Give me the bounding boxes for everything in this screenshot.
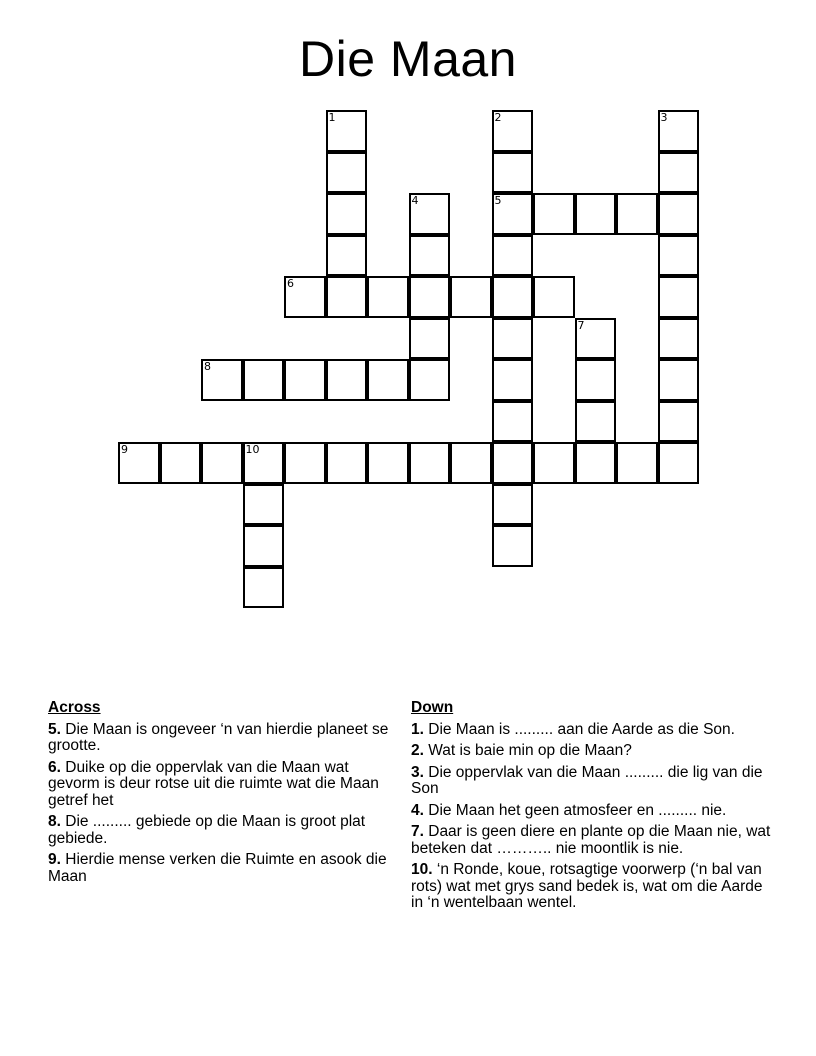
grid-cell[interactable] <box>326 359 368 401</box>
grid-cell[interactable] <box>409 276 451 318</box>
grid-cell[interactable] <box>243 525 285 567</box>
grid-cell[interactable] <box>492 484 534 526</box>
grid-cell[interactable] <box>658 110 700 152</box>
clue-number: 2. <box>411 742 424 759</box>
grid-cell[interactable] <box>658 401 700 443</box>
grid-cell[interactable] <box>201 442 243 484</box>
grid-cell[interactable] <box>575 359 617 401</box>
grid-cell[interactable] <box>575 193 617 235</box>
down-clue-10 <box>411 862 771 912</box>
grid-cell[interactable] <box>658 152 700 194</box>
cell-number: 9 <box>121 443 128 456</box>
across-clue-5 <box>48 722 393 755</box>
grid-cell[interactable] <box>409 359 451 401</box>
grid-cell[interactable] <box>658 276 700 318</box>
down-clues <box>411 700 771 917</box>
grid-cell[interactable] <box>492 525 534 567</box>
down-clue-3 <box>411 765 771 798</box>
cell-number: 1 <box>328 111 336 124</box>
grid-cell[interactable] <box>367 276 409 318</box>
grid-cell[interactable] <box>367 359 409 401</box>
clue-text: Die Maan is ......... aan die Aarde as die Son. <box>423 720 735 738</box>
grid-cell[interactable] <box>243 567 285 609</box>
puzzle-title: Die Maan <box>299 31 517 87</box>
cell-number: 7 <box>577 318 585 332</box>
grid-cell[interactable] <box>284 359 326 401</box>
grid-cell[interactable] <box>492 235 534 277</box>
grid-cell[interactable] <box>367 442 409 484</box>
down-clue-4 <box>411 803 771 820</box>
across-clue-6 <box>48 760 393 810</box>
cell-number: 8 <box>204 360 211 373</box>
cell-number: 6 <box>287 277 294 290</box>
grid-cell[interactable] <box>658 442 700 484</box>
clue-text: Hierdie mense verken die Ruimte en asook die Maan <box>48 851 387 885</box>
down-clue-1 <box>411 722 771 739</box>
clue-text: ‘n Ronde, koue, rotsagtige voorwerp (‘n bal van rots) wat met grys sand bedek is, wat om die Aarde in ‘n wentelbaan wentel. <box>411 861 763 911</box>
clue-number: 10. <box>411 861 433 878</box>
grid-cell[interactable] <box>409 318 451 360</box>
grid-cell[interactable] <box>409 442 451 484</box>
clue-text: Die Maan het geen atmosfeer en ......... nie. <box>423 801 727 819</box>
grid-cell[interactable] <box>492 359 534 401</box>
clue-number: 8. <box>48 813 61 830</box>
grid-cell[interactable] <box>492 276 534 318</box>
grid-cell[interactable] <box>533 442 575 484</box>
grid-cell[interactable] <box>533 276 575 318</box>
grid-cell[interactable] <box>616 193 658 235</box>
clue-number: 9. <box>48 851 61 868</box>
grid-cell[interactable] <box>160 442 202 484</box>
grid-cell[interactable] <box>326 193 368 235</box>
clue-number: 7. <box>411 823 424 840</box>
grid-cell[interactable] <box>326 235 368 277</box>
clue-text: Die Maan is ongeveer ‘n van hierdie planeet se grootte. <box>48 720 389 754</box>
grid-cell[interactable] <box>118 442 160 484</box>
grid-cell[interactable] <box>450 442 492 484</box>
grid-cell[interactable] <box>201 359 243 401</box>
grid-cell[interactable] <box>575 442 617 484</box>
down-clue-7 <box>411 824 771 857</box>
grid-cell[interactable] <box>658 359 700 401</box>
grid-cell[interactable] <box>575 401 617 443</box>
clue-text: Duike op die oppervlak van die Maan wat gevorm is deur rotse uit die ruimte wat die Maan getref het <box>48 758 379 809</box>
grid-cell[interactable] <box>243 442 285 484</box>
cell-number: 10 <box>245 443 260 456</box>
grid-cell[interactable] <box>450 276 492 318</box>
grid-cell[interactable] <box>409 235 451 277</box>
grid-cell[interactable] <box>658 193 700 235</box>
grid-cell[interactable] <box>492 401 534 443</box>
grid-cell[interactable] <box>326 276 368 318</box>
cell-number: 5 <box>494 194 502 207</box>
across-clue-9 <box>48 852 393 885</box>
grid-cell[interactable] <box>409 193 451 235</box>
clue-text: Wat is baie min op die Maan? <box>423 742 632 759</box>
cell-number: 2 <box>494 111 502 124</box>
clue-text: Daar is geen diere en plante op die Maan nie, wat beteken dat ……….. nie moontlik is nie. <box>411 823 771 857</box>
grid-cell[interactable] <box>492 442 534 484</box>
grid-cell[interactable] <box>658 235 700 277</box>
grid-cell[interactable] <box>533 193 575 235</box>
clue-number: 4. <box>411 801 424 819</box>
grid-cell[interactable] <box>326 442 368 484</box>
clue-text: Die ......... gebiede op die Maan is groot plat gebiede. <box>48 813 366 847</box>
clue-number: 6. <box>48 758 61 776</box>
grid-cell[interactable] <box>575 318 617 360</box>
across-clues <box>48 700 393 890</box>
clue-text: Die oppervlak van die Maan ......... die lig van die Son <box>411 763 763 797</box>
grid-cell[interactable] <box>284 442 326 484</box>
grid-cell[interactable] <box>492 152 534 194</box>
grid-cell[interactable] <box>616 442 658 484</box>
grid-cell[interactable] <box>243 359 285 401</box>
down-heading: Down <box>411 699 454 716</box>
grid-cell[interactable] <box>492 110 534 152</box>
grid-cell[interactable] <box>492 318 534 360</box>
grid-cell[interactable] <box>326 110 368 152</box>
grid-cell[interactable] <box>243 484 285 526</box>
across-clue-8 <box>48 814 393 847</box>
clue-number: 3. <box>411 763 424 781</box>
clue-number: 5. <box>48 720 61 738</box>
down-clue-2 <box>411 743 771 760</box>
grid-cell[interactable] <box>492 193 534 235</box>
grid-cell[interactable] <box>284 276 326 318</box>
across-heading: Across <box>48 699 101 716</box>
cell-number: 4 <box>411 194 419 207</box>
clue-number: 1. <box>411 720 424 738</box>
grid-cell[interactable] <box>326 152 368 194</box>
cell-number: 3 <box>660 111 668 124</box>
grid-cell[interactable] <box>658 318 700 360</box>
